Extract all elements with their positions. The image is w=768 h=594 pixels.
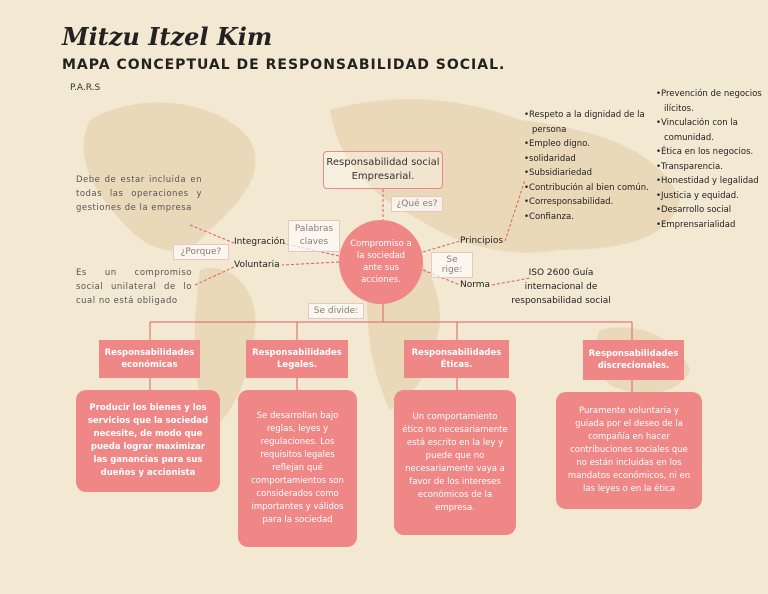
list-item: • Prevención de negocios ilícitos. — [656, 87, 766, 116]
list-item: • Transparencia. — [656, 160, 766, 175]
keyword-principios: Principios — [460, 236, 504, 246]
list-item: • Confianza. — [524, 210, 652, 225]
keyword-integracion: Integración — [234, 237, 286, 247]
category-discrecionales: Responsabilidades discrecionales. — [583, 340, 684, 380]
description-discrecionales: Puramente voluntaria y guiada por el deseo de la compañía en hacer contribuciones sociales que no están incluidas en los mandatos económicos, ni en las leyes o en la ética — [556, 392, 702, 509]
note-norma: ISO 2600 Guía internacional de responsabilidad social — [511, 268, 611, 306]
central-definition-circle — [339, 220, 423, 304]
principios-list-1 — [524, 108, 652, 224]
central-definition: Compromiso a la sociedad ante sus acciones. — [350, 239, 412, 285]
se-divide-tag: Se divide: — [308, 303, 364, 319]
que-es-tag: ¿Qué es? — [391, 196, 443, 212]
list-item: • Contribución al bien común. — [524, 181, 652, 196]
category-legales: Responsabilidades Legales. — [246, 340, 348, 378]
list-item: • Justicia y equidad. — [656, 189, 766, 204]
description-legales: Se desarrollan bajo reglas, leyes y regulaciones. Los requisitos legales reflejan qué comportamientos son considerados como importantes y válidos para la sociedad — [238, 390, 357, 547]
porque-tag: ¿Porque? — [173, 244, 229, 260]
author-name: Mitzu Itzel Kim — [62, 22, 273, 51]
list-item: • Vinculación con la comunidad. — [656, 116, 766, 145]
note-integracion: Debe de estar incluida en todas las operaciones y gestiones de la empresa — [76, 175, 202, 213]
description-economicas: Producir los bienes y los servicios que la sociedad necesite, de modo que pueda lograr maximizar las ganancias para sus dueños y accionista — [76, 390, 220, 492]
list-item: • Honestidad y legalidad — [656, 174, 766, 189]
keyword-voluntaria: Voluntaria — [234, 260, 280, 270]
list-item: • Desarrollo social — [656, 203, 766, 218]
central-concept: Responsabilidad social Empresarial. — [326, 157, 440, 182]
page-title: MAPA CONCEPTUAL DE RESPONSABILIDAD SOCIAL. — [62, 57, 506, 73]
keyword-norma: Norma — [460, 280, 491, 290]
list-item: • Corresponsabilidad. — [524, 195, 652, 210]
page-subtitle: P.A.R.S — [70, 83, 101, 93]
category-eticas: Responsabilidades Éticas. — [404, 340, 509, 378]
description-eticas: Un comportamiento ético no necesariamente está escrito en la ley y puede que no necesariamente vaya a favor de los intereses económicos de la empresa. — [394, 390, 516, 535]
central-concept-box — [323, 151, 443, 189]
principios-list-2 — [656, 87, 766, 232]
list-item: • Ética en los negocios. — [656, 145, 766, 160]
note-voluntaria: Es un compromiso social unilateral de lo cual no está obligado — [76, 268, 192, 306]
category-economicas: Responsabilidades económicas — [99, 340, 200, 378]
list-item: • solidaridad — [524, 152, 652, 167]
list-item: • Emprensarialidad — [656, 218, 766, 233]
list-item: • Empleo digno. — [524, 137, 652, 152]
list-item: • Subsidiariedad — [524, 166, 652, 181]
se-rige-tag: Se rige: — [431, 252, 473, 278]
palabras-claves-tag: Palabras claves — [288, 220, 340, 252]
list-item: • Respeto a la dignidad de la persona — [524, 108, 652, 137]
